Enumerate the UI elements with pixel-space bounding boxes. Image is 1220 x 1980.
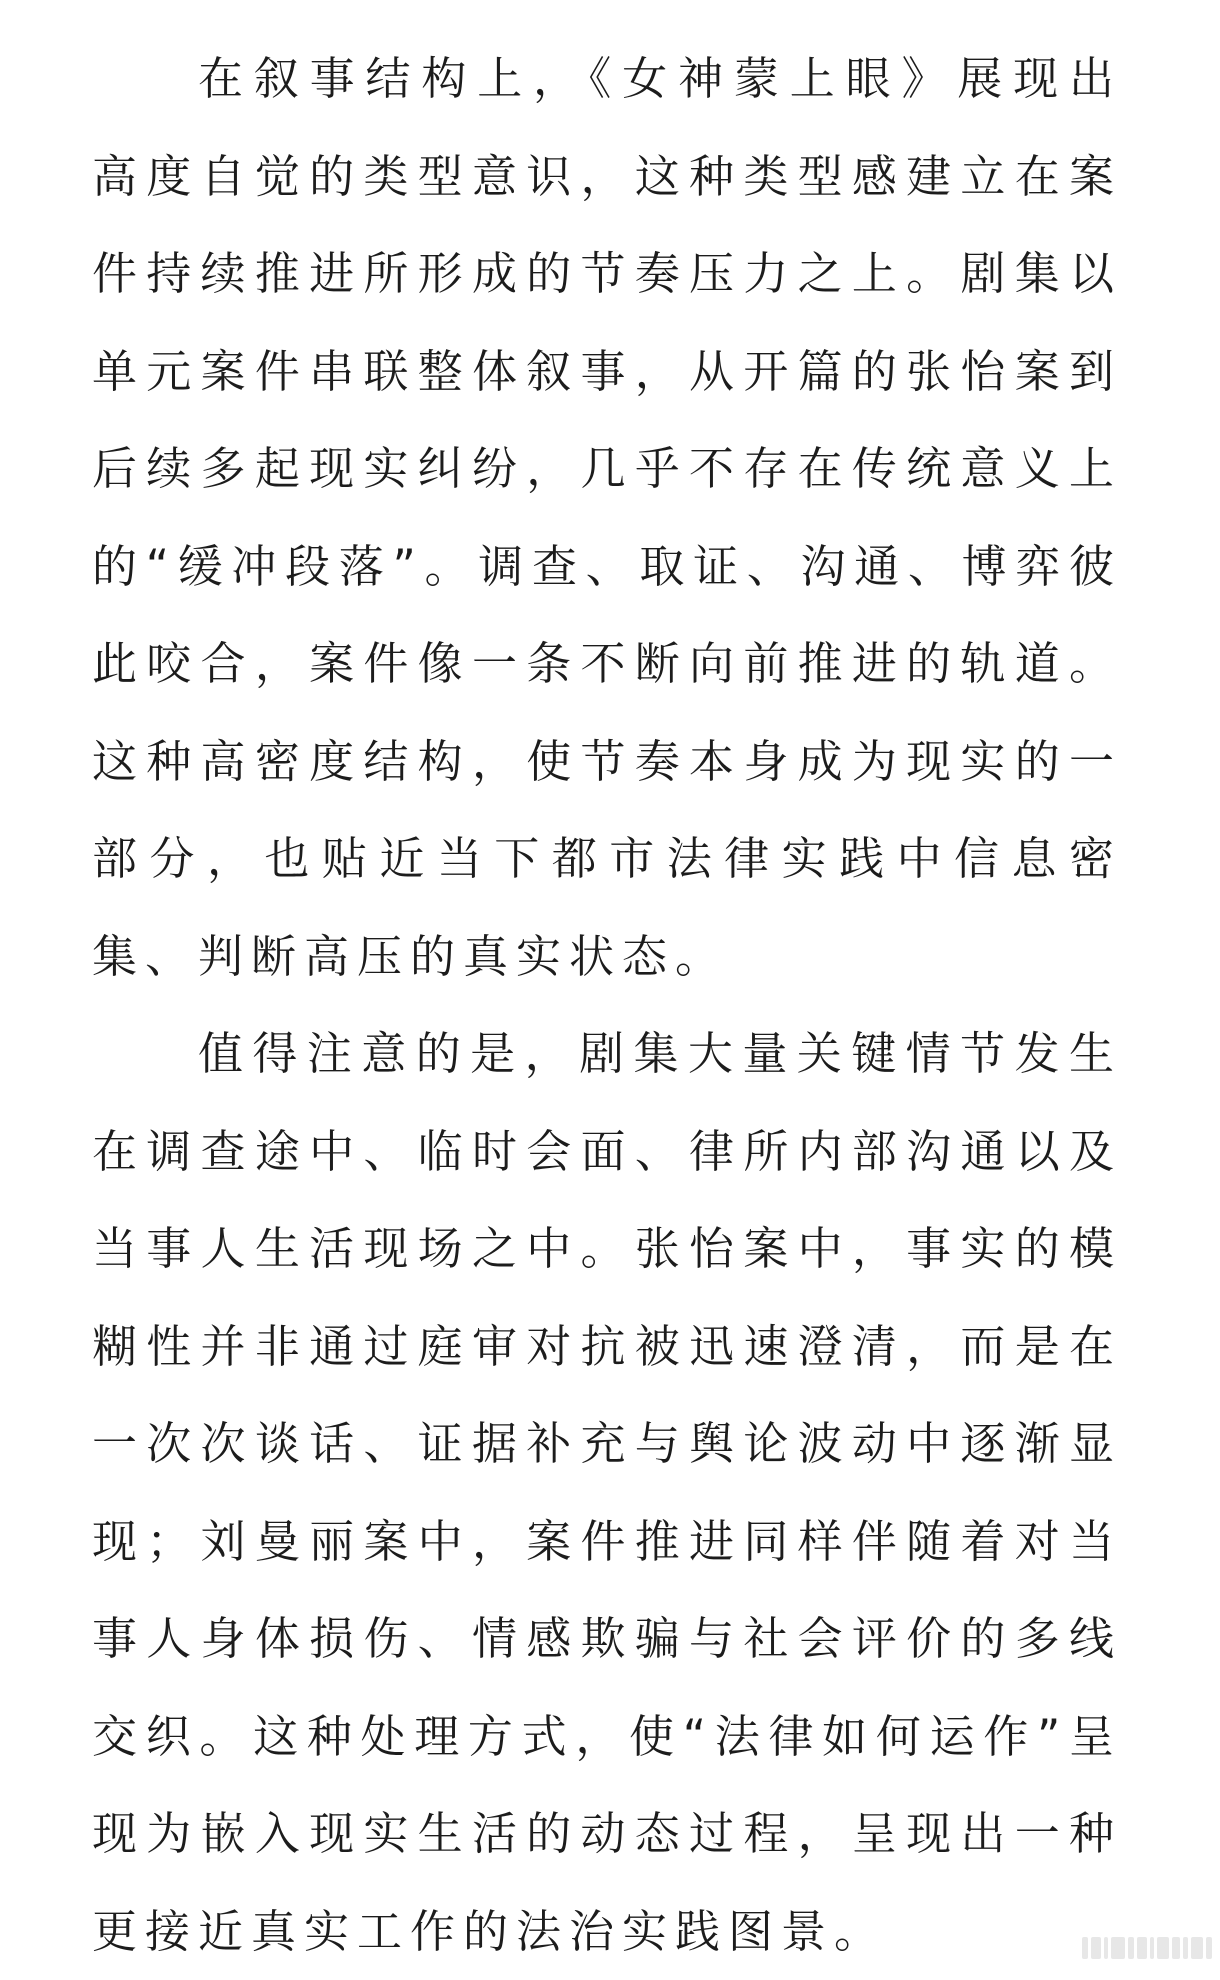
paragraph-key-plot-scenes: 值得注意的是，剧集大量关键情节发生在调查途中、临时会面、律所内部沟通以及当事人生活现场之中。张怡案中，事实的模糊性并非通过庭审对抗被迅速澄清，而是在一次次谈话、证据补充与舆论波动中逐渐显现；刘曼丽案中，案件推进同样伴随着对当事人身体损伤、情感欺骗与社会评价的多线交织。这种处理方式，使“法律如何运作”呈现为嵌入现实生活的动态过程，呈现出一种更接近真实工作的法治实践图景。	[92, 1027, 1122, 1958]
watermark-icon	[1012, 1934, 1212, 1962]
article-body	[92, 30, 1122, 1980]
paragraph-narrative-structure: 在叙事结构上，《女神蒙上眼》展现出高度自觉的类型意识，这种类型感建立在案件持续推进所形成的节奏压力之上。剧集以单元案件串联整体叙事，从开篇的张怡案到后续多起现实纠纷，几乎不存在传统意义上的“缓冲段落”。调查、取证、沟通、博弈彼此咬合，案件像一条不断向前推进的轨道。这种高密度结构，使节奏本身成为现实的一部分，也贴近当下都市法律实践中信息密集、判断高压的真实状态。	[92, 52, 1122, 983]
